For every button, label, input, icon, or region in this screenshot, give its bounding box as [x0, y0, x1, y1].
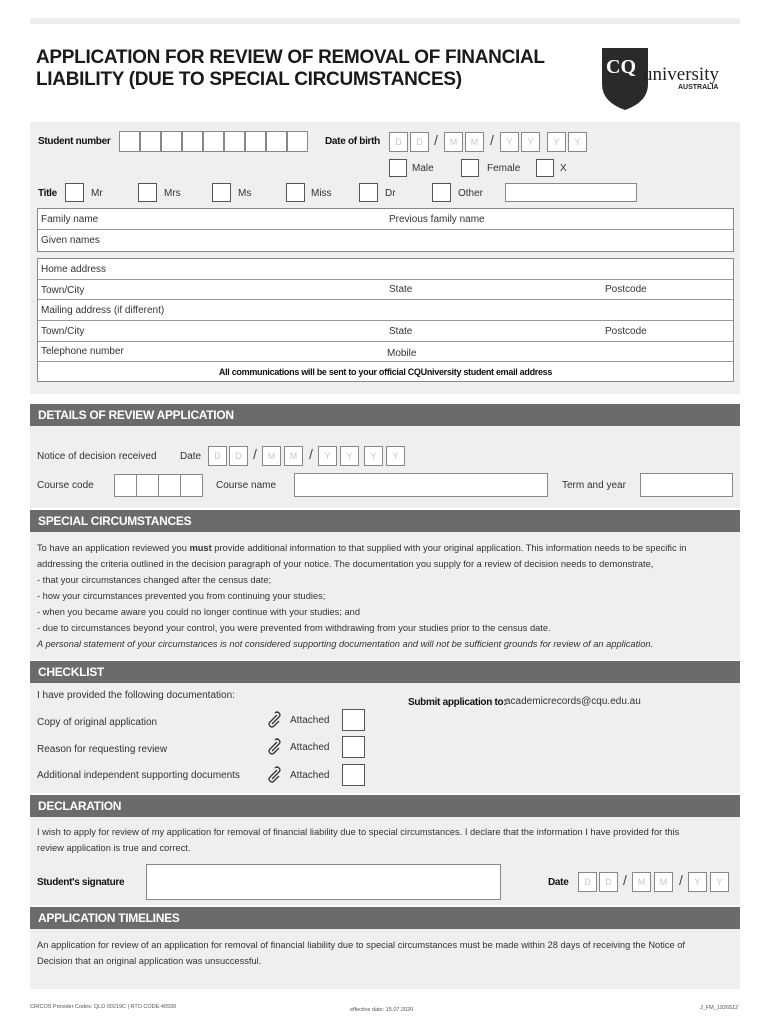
title-label: Title	[38, 188, 57, 199]
special-p1-must: must	[189, 543, 212, 553]
notice-day-2[interactable]: D	[229, 446, 248, 466]
home-town-city-input[interactable]	[90, 281, 380, 298]
title-ms-checkbox[interactable]	[212, 183, 231, 202]
special-p1-start: To have an application reviewed you	[37, 543, 190, 553]
title-dr-checkbox[interactable]	[359, 183, 378, 202]
dob-month-1[interactable]: M	[444, 132, 463, 152]
checklist-item-2-checkbox[interactable]	[342, 736, 365, 758]
telephone-label: Telephone number	[41, 346, 124, 357]
previous-family-name-input[interactable]	[490, 210, 730, 228]
dob-year-3[interactable]: Y	[547, 132, 566, 152]
title-miss-label: Miss	[311, 188, 332, 199]
dob-separator-2: /	[490, 132, 494, 148]
title-other-input[interactable]	[505, 183, 637, 202]
footer-cricos: CRICOS Provider Codes: QLD 00219C | RTO CODE:40939	[30, 1004, 177, 1010]
special-paragraph-1	[37, 540, 737, 556]
paperclip-icon	[264, 738, 282, 756]
special-body	[37, 540, 737, 652]
declaration-month-1[interactable]: M	[632, 872, 651, 892]
student-number-digit-6[interactable]	[224, 131, 245, 152]
declaration-day-2[interactable]: D	[599, 872, 618, 892]
declaration-heading: DECLARATION	[30, 795, 740, 817]
title-mrs-label: Mrs	[164, 188, 181, 199]
home-town-city-label: Town/City	[41, 285, 85, 296]
checklist-intro: I have provided the following documentation:	[37, 690, 235, 701]
title-line-1: APPLICATION FOR REVIEW OF REMOVAL OF FINANCIAL	[36, 47, 545, 68]
declaration-year-1[interactable]: Y	[688, 872, 707, 892]
mobile-input[interactable]	[420, 343, 730, 360]
gender-x-checkbox[interactable]	[536, 159, 554, 177]
declaration-date-label: Date	[548, 877, 569, 888]
checklist-item-1-checkbox[interactable]	[342, 709, 365, 731]
communications-note: All communications will be sent to your official CQUniversity student email address	[218, 367, 553, 377]
notice-separator-1: /	[253, 446, 257, 462]
notice-year-1[interactable]: Y	[318, 446, 337, 466]
title-mrs-checkbox[interactable]	[138, 183, 157, 202]
special-paragraph-2: addressing the criteria outlined in the decision paragraph of your notice. The documentation you supply for a review of decision needs to demonstrate,	[37, 559, 654, 569]
footer-form-code: J_FM_1926512	[700, 1005, 739, 1011]
signature-field[interactable]	[146, 864, 501, 900]
declaration-line-2: review application is true and correct.	[37, 843, 191, 853]
notice-month-1[interactable]: M	[262, 446, 281, 466]
course-code-char-4[interactable]	[180, 474, 203, 497]
mailing-address-label: Mailing address (if different)	[41, 305, 165, 316]
footer-effective-date: effective date: 15.07.2020	[350, 1007, 414, 1013]
home-address-label: Home address	[41, 264, 107, 275]
checklist-item-3-checkbox[interactable]	[342, 764, 365, 786]
term-year-input[interactable]	[640, 473, 733, 497]
declaration-line-1: I wish to apply for review of my application for removal of financial liability due to special circumstances. I declare that the information I have provided for this	[37, 827, 680, 837]
timelines-line-1: An application for review of an application for removal of financial liability due to special circumstances must be made within 28 days of receiving the Notice of	[37, 940, 686, 950]
special-bullet-2: - how your circumstances prevented you from continuing your studies;	[37, 591, 326, 601]
notice-year-3[interactable]: Y	[364, 446, 383, 466]
notice-year-4[interactable]: Y	[386, 446, 405, 466]
checklist-item-2-attached: Attached	[290, 742, 330, 753]
declaration-separator-2: /	[679, 872, 683, 888]
paperclip-icon	[264, 711, 282, 729]
home-postcode-input[interactable]	[655, 281, 730, 298]
student-number-label: Student number	[38, 136, 111, 147]
course-code-char-2[interactable]	[136, 474, 159, 497]
course-name-input[interactable]	[294, 473, 548, 497]
checklist-item-2-label: Reason for requesting review	[37, 744, 168, 755]
checklist-item-1-label: Copy of original application	[37, 717, 158, 728]
term-year-label: Term and year	[562, 480, 626, 491]
gender-x-label: X	[560, 163, 567, 174]
title-other-label: Other	[458, 188, 484, 199]
mailing-state-label: State	[389, 326, 413, 337]
timelines-line-2: Decision that an original application was unsuccessful.	[37, 956, 262, 966]
address-divider-1	[38, 279, 733, 280]
home-state-input[interactable]	[420, 281, 590, 298]
gender-female-label: Female	[487, 163, 521, 174]
given-names-input[interactable]	[110, 231, 730, 249]
submit-label: Submit application to:	[408, 697, 507, 708]
cqu-logo	[600, 46, 740, 112]
page-title	[36, 47, 596, 91]
submit-email: academicrecords@cqu.edu.au	[505, 696, 641, 707]
student-number-digit-1[interactable]	[119, 131, 140, 152]
dob-month-2[interactable]: M	[465, 132, 484, 152]
dob-separator-1: /	[434, 132, 438, 148]
paperclip-icon	[264, 766, 282, 784]
student-number-digit-7[interactable]	[245, 131, 266, 152]
notice-year-2[interactable]: Y	[340, 446, 359, 466]
top-rule	[30, 18, 740, 24]
given-names-label: Given names	[41, 235, 100, 246]
names-divider	[38, 229, 733, 230]
notice-month-2[interactable]: M	[284, 446, 303, 466]
title-other-checkbox[interactable]	[432, 183, 451, 202]
dob-day-1[interactable]: D	[389, 132, 408, 152]
mailing-postcode-label: Postcode	[605, 326, 647, 337]
course-code-char-3[interactable]	[158, 474, 181, 497]
special-circumstances-heading: SPECIAL CIRCUMSTANCES	[30, 510, 740, 532]
previous-family-name-label: Previous family name	[389, 214, 485, 225]
timelines-heading: APPLICATION TIMELINES	[30, 907, 740, 929]
svg-text:AUSTRALIA: AUSTRALIA	[678, 84, 719, 91]
notice-date-label: Date	[180, 451, 202, 462]
dob-label: Date of birth	[325, 136, 380, 147]
checklist-item-1-attached: Attached	[290, 715, 330, 726]
title-miss-checkbox[interactable]	[286, 183, 305, 202]
checklist-heading: CHECKLIST	[30, 661, 740, 683]
details-heading: DETAILS OF REVIEW APPLICATION	[30, 404, 740, 426]
notice-of-decision-label: Notice of decision received	[37, 451, 157, 462]
title-mr-label: Mr	[91, 188, 103, 199]
student-number-digit-3[interactable]	[161, 131, 182, 152]
mailing-address-input[interactable]	[170, 301, 730, 319]
mobile-label: Mobile	[387, 348, 417, 359]
dob-day-2[interactable]: D	[410, 132, 429, 152]
mailing-postcode-input[interactable]	[655, 322, 730, 340]
notice-separator-2: /	[309, 446, 313, 462]
special-bullet-3: - when you became aware you could no longer continue with your studies; and	[37, 607, 361, 617]
title-dr-label: Dr	[385, 188, 396, 199]
student-number-digit-2[interactable]	[140, 131, 161, 152]
address-divider-2	[38, 299, 733, 300]
declaration-month-2[interactable]: M	[654, 872, 673, 892]
home-postcode-label: Postcode	[605, 284, 647, 295]
svg-text:CQ: CQ	[606, 56, 636, 78]
family-name-label: Family name	[41, 214, 99, 225]
title-ms-label: Ms	[238, 188, 252, 199]
course-code-label: Course code	[37, 480, 94, 491]
address-divider-3	[38, 320, 733, 321]
gender-male-label: Male	[412, 163, 434, 174]
special-note: A personal statement of your circumstances is not considered supporting documentation and will not be sufficient grounds for review of an application.	[37, 639, 654, 649]
checklist-item-3-label: Additional independent supporting documents	[37, 770, 240, 781]
family-name-input[interactable]	[110, 210, 380, 228]
address-divider-5	[38, 361, 733, 362]
student-number-digit-5[interactable]	[203, 131, 224, 152]
notice-day-1[interactable]: D	[208, 446, 227, 466]
special-p1-end: provide additional information to that supplied with your original application. This information needs to be specific in	[211, 543, 687, 553]
student-number-digit-4[interactable]	[182, 131, 203, 152]
student-number-digit-9[interactable]	[287, 131, 308, 152]
gender-female-checkbox[interactable]	[461, 159, 479, 177]
declaration-day-1[interactable]: D	[578, 872, 597, 892]
checklist-item-3-attached: Attached	[290, 770, 330, 781]
signature-label: Student's signature	[37, 877, 125, 888]
svg-text:university: university	[643, 64, 719, 85]
mailing-town-city-input[interactable]	[90, 322, 380, 340]
declaration-text	[37, 824, 737, 856]
title-mr-checkbox[interactable]	[65, 183, 84, 202]
mailing-state-input[interactable]	[420, 322, 590, 340]
title-line-2: LIABILITY (DUE TO SPECIAL CIRCUMSTANCES)	[36, 69, 462, 90]
declaration-year-2[interactable]: Y	[710, 872, 729, 892]
special-bullet-1: - that your circumstances changed after the census date;	[37, 575, 272, 585]
timelines-text	[37, 937, 737, 969]
course-code-char-1[interactable]	[114, 474, 137, 497]
student-number-digit-8[interactable]	[266, 131, 287, 152]
gender-male-checkbox[interactable]	[389, 159, 407, 177]
dob-year-4[interactable]: Y	[568, 132, 587, 152]
course-name-label: Course name	[216, 480, 277, 491]
dob-year-2[interactable]: Y	[521, 132, 540, 152]
home-state-label: State	[389, 284, 413, 295]
special-bullet-4: - due to circumstances beyond your control, you were prevented from withdrawing from your studies prior to the census date.	[37, 623, 551, 633]
mailing-town-city-label: Town/City	[41, 326, 85, 337]
dob-year-1[interactable]: Y	[500, 132, 519, 152]
telephone-input[interactable]	[130, 343, 380, 360]
home-address-input[interactable]	[110, 260, 730, 278]
address-divider-4	[38, 341, 733, 342]
declaration-separator-1: /	[623, 872, 627, 888]
